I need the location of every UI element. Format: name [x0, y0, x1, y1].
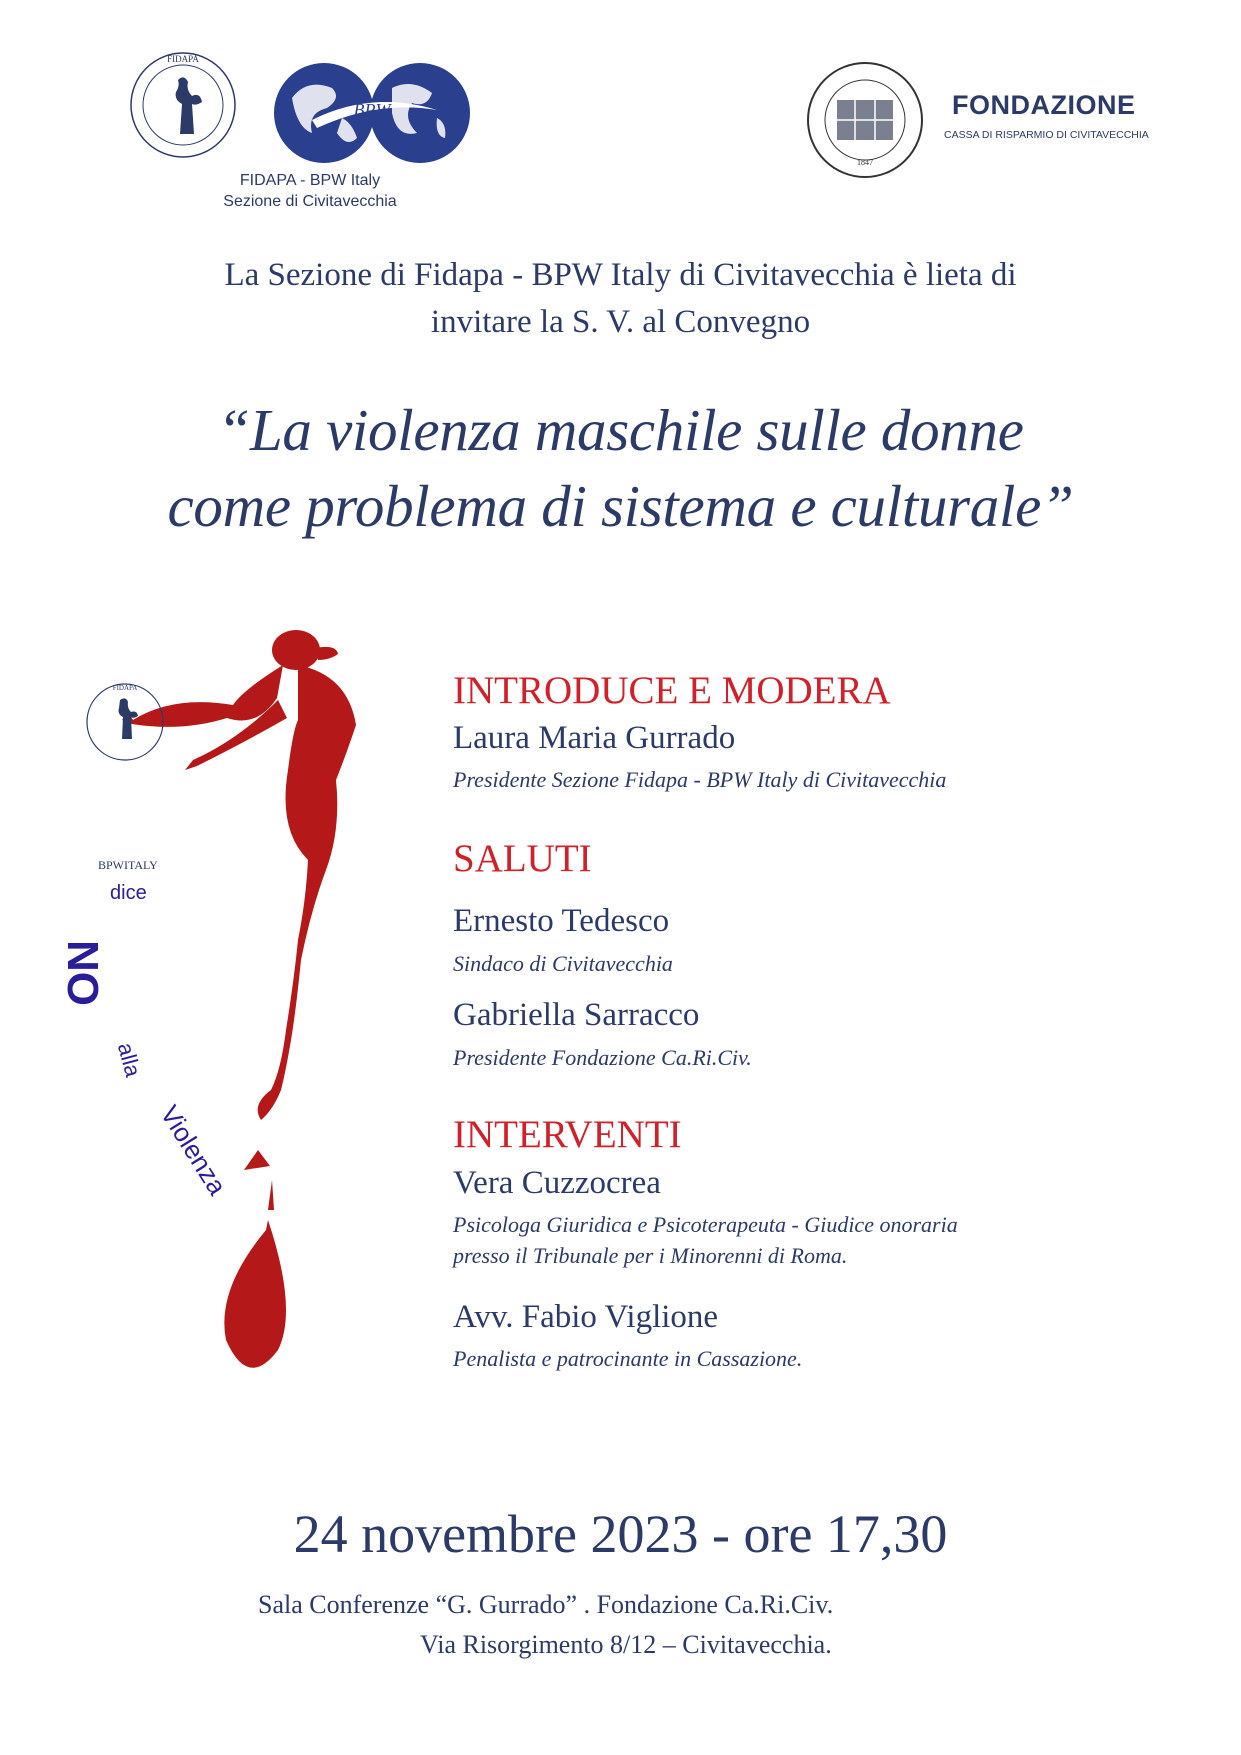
fondazione-seal-logo	[805, 60, 925, 180]
invitation-line2: invitare la S. V. al Convegno	[430, 304, 811, 340]
invitation-text	[0, 252, 1241, 346]
event-title	[0, 392, 1241, 544]
bpw-globe-logo	[272, 58, 472, 168]
moderator-heading: INTRODUCE E MODERA	[453, 669, 891, 712]
svg-text:FIDAPA: FIDAPA	[112, 684, 138, 692]
campaign-violenza: Violenza	[154, 1100, 233, 1201]
speaker-role-2: Penalista e patrocinante in Cassazione.	[453, 1346, 803, 1371]
fondazione-subtitle: CASSA DI RISPARMIO DI CIVITAVECCHIA	[944, 129, 1149, 141]
invitation-line1: La Sezione di Fidapa - BPW Italy di Civitavecchia è lieta di	[224, 257, 1017, 293]
campaign-dice: dice	[110, 882, 147, 904]
greeting-role-1: Sindaco di Civitavecchia	[453, 951, 673, 976]
fidapa-caption-line2: Sezione di Civitavecchia	[223, 193, 397, 210]
moderator-role: Presidente Sezione Fidapa - BPW Italy di Civitavecchia	[453, 767, 947, 792]
campaign-no: NO	[58, 940, 107, 1006]
event-title-line2: come problema di sistema e culturale”	[167, 473, 1074, 539]
event-date-time: 24 novembre 2023 - ore 17,30	[293, 1504, 948, 1564]
greeting-name-1: Ernesto Tedesco	[453, 903, 670, 939]
woman-silhouette-icon	[122, 630, 356, 1368]
campaign-alla: alla	[112, 1040, 146, 1080]
campaign-bpw-label: BPWITALY	[98, 858, 158, 872]
svg-text:FIDAPA: FIDAPA	[167, 54, 199, 64]
speakers-heading: INTERVENTI	[453, 1113, 682, 1156]
campaign-figure	[112, 610, 448, 1470]
speaker-role-1b: presso il Tribunale per i Minorenni di Roma.	[453, 1243, 848, 1268]
fidapa-caption	[180, 170, 440, 212]
greetings-heading: SALUTI	[453, 837, 592, 880]
event-title-line1: “La violenza maschile sulle donne	[217, 397, 1024, 463]
fidapa-caption-line1: FIDAPA - BPW Italy	[239, 172, 381, 189]
greeting-name-2: Gabriella Sarracco	[453, 997, 700, 1033]
greeting-role-2: Presidente Fondazione Ca.Ri.Civ.	[453, 1045, 752, 1070]
venue-line1: Sala Conferenze “G. Gurrado” . Fondazione Ca.Ri.Civ.	[258, 1590, 834, 1619]
fondazione-title: FONDAZIONE	[952, 90, 1136, 120]
svg-text:BPW: BPW	[353, 100, 391, 120]
speaker-role-1a: Psicologa Giuridica e Psicoterapeuta - Giudice onoraria	[453, 1212, 958, 1237]
venue-line2: Via Risorgimento 8/12 – Civitavecchia.	[420, 1630, 832, 1659]
speaker-name-2: Avv. Fabio Viglione	[453, 1299, 719, 1335]
fidapa-seal-logo	[128, 50, 238, 160]
svg-text:1847: 1847	[857, 158, 873, 167]
speaker-name-1: Vera Cuzzocrea	[453, 1165, 661, 1201]
moderator-name: Laura Maria Gurrado	[453, 720, 736, 756]
